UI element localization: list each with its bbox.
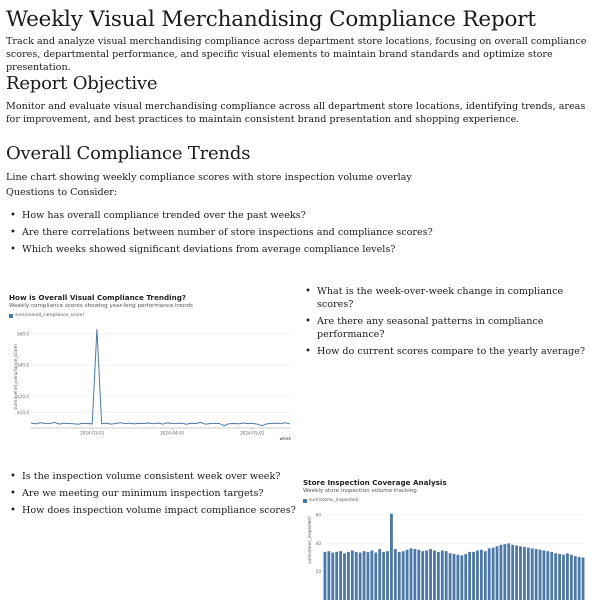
bar xyxy=(347,552,350,600)
bar xyxy=(339,551,342,600)
list-item: • Are there any seasonal patterns in compliance performance? xyxy=(302,315,594,341)
page-title: Weekly Visual Merchandising Compliance Report xyxy=(6,7,536,32)
bar xyxy=(449,553,452,600)
bar xyxy=(367,552,370,600)
list-item: • How has overall compliance trended over the past weeks? xyxy=(7,209,433,222)
bar xyxy=(554,553,557,600)
bar xyxy=(351,550,354,600)
bar xyxy=(511,545,514,600)
bar xyxy=(453,554,456,600)
bar xyxy=(327,551,330,600)
bar xyxy=(382,552,385,600)
bar-chart-svg xyxy=(303,478,593,600)
bar xyxy=(378,549,381,600)
bar xyxy=(496,546,499,600)
y-tick-label: $60.0 xyxy=(17,331,29,337)
trends-heading: Overall Compliance Trends xyxy=(6,143,251,164)
bar xyxy=(500,545,503,600)
x-tick-label: 2024-03-01 xyxy=(80,430,105,436)
bar xyxy=(457,555,460,600)
bar xyxy=(558,554,561,600)
y-axis-label: sum(stores_inspected) xyxy=(307,516,312,564)
bar xyxy=(535,549,538,600)
bar xyxy=(331,553,334,600)
y-tick-label: 40 xyxy=(315,540,321,546)
x-tick-label: 2024-04-01 xyxy=(160,430,185,436)
bar xyxy=(343,553,346,600)
bar xyxy=(578,557,581,600)
bar xyxy=(386,551,389,600)
series-line xyxy=(31,329,290,426)
y-tick-label: 60 xyxy=(315,512,321,518)
bar xyxy=(429,549,432,600)
list-item: • What is the week-over-week change in compliance scores? xyxy=(302,285,594,311)
bar xyxy=(574,556,577,600)
bar xyxy=(433,550,436,600)
list-item: • Is the inspection volume consistent week over week? xyxy=(7,470,296,483)
bar xyxy=(410,548,413,600)
bar xyxy=(437,552,440,600)
bar xyxy=(406,550,409,600)
inspection-bar-chart xyxy=(303,478,593,600)
objective-heading: Report Objective xyxy=(6,73,158,94)
bar xyxy=(394,549,397,600)
bar xyxy=(566,553,569,600)
questions-label: Questions to Consider: xyxy=(6,187,118,198)
objective-text: Monitor and evaluate visual merchandising compliance across all department store locations, identifying trends, areas for improvement, and best practices to maintain consistent brand presentation and shopping experience. xyxy=(6,101,586,125)
bar xyxy=(550,552,553,600)
x-tick-label: 2024-05-01 xyxy=(240,430,265,436)
bar xyxy=(359,553,362,600)
bar xyxy=(390,514,393,600)
bar xyxy=(531,548,534,600)
bar xyxy=(335,552,338,600)
bar xyxy=(582,558,585,600)
trends-description: Line chart showing weekly compliance scores with store inspection volume overlay xyxy=(6,172,412,183)
bar xyxy=(562,555,565,600)
bar xyxy=(523,547,526,600)
chart-title: How is Overall Visual Compliance Trending? xyxy=(9,293,187,302)
bar xyxy=(492,548,495,600)
bar xyxy=(370,550,373,600)
y-tick-label: $40.0 xyxy=(17,362,29,368)
bar xyxy=(519,546,522,600)
report-intro: Track and analyze visual merchandising compliance across department store locations, focusing on overall compliance scores, departmental performance, and specific visual elements to maintain brand standards and optimize store presentation. xyxy=(6,36,587,73)
chart-title: Store Inspection Coverage Analysis xyxy=(303,478,447,487)
bar xyxy=(472,552,475,600)
questions-list-bottom xyxy=(7,470,296,522)
bar xyxy=(476,550,479,600)
bar xyxy=(546,551,549,600)
y-tick-label: $20.0 xyxy=(17,394,29,400)
legend-label: sum(overall_compliance_score) xyxy=(15,313,85,318)
bar xyxy=(441,550,444,600)
bar xyxy=(527,548,530,600)
line-chart-svg xyxy=(9,293,297,443)
bar xyxy=(543,550,546,600)
y-tick-label: 20 xyxy=(315,569,321,575)
bar xyxy=(570,555,573,600)
bar xyxy=(417,550,420,600)
questions-list xyxy=(7,209,433,261)
list-item: • Which weeks showed significant deviations from average compliance levels? xyxy=(7,243,433,256)
legend-label: sum(stores_inspected) xyxy=(309,498,359,503)
bar xyxy=(374,553,377,600)
bar xyxy=(507,543,510,600)
bar xyxy=(413,549,416,600)
chart-subtitle: Weekly store inspection volume tracking xyxy=(303,488,417,494)
bar xyxy=(402,551,405,600)
list-item: • How does inspection volume impact compliance scores? xyxy=(7,504,296,517)
x-axis-label: week xyxy=(279,437,291,442)
y-axis-label: sum(overall_compliance_score) xyxy=(13,344,18,410)
bar xyxy=(460,555,463,600)
bar xyxy=(421,551,424,600)
bar xyxy=(464,554,467,600)
chart-subtitle: Weekly compliance scores showing year-long performance trends xyxy=(9,303,193,309)
y-tick-label: $10.0 xyxy=(17,409,29,415)
bar xyxy=(515,546,518,600)
bar xyxy=(425,550,428,600)
bar xyxy=(480,550,483,600)
bar xyxy=(484,551,487,600)
questions-list-right xyxy=(302,285,594,363)
bar xyxy=(488,548,491,600)
bar xyxy=(363,551,366,600)
bar xyxy=(445,551,448,600)
bar xyxy=(324,552,327,600)
bar xyxy=(503,544,506,600)
compliance-line-chart xyxy=(9,293,297,443)
bar xyxy=(398,552,401,600)
list-item: • Are we meeting our minimum inspection targets? xyxy=(7,487,296,500)
bar xyxy=(355,552,358,600)
list-item: • Are there correlations between number of store inspections and compliance scores? xyxy=(7,226,433,239)
list-item: • How do current scores compare to the yearly average? xyxy=(302,345,594,358)
bar xyxy=(468,552,471,600)
bar xyxy=(539,550,542,600)
